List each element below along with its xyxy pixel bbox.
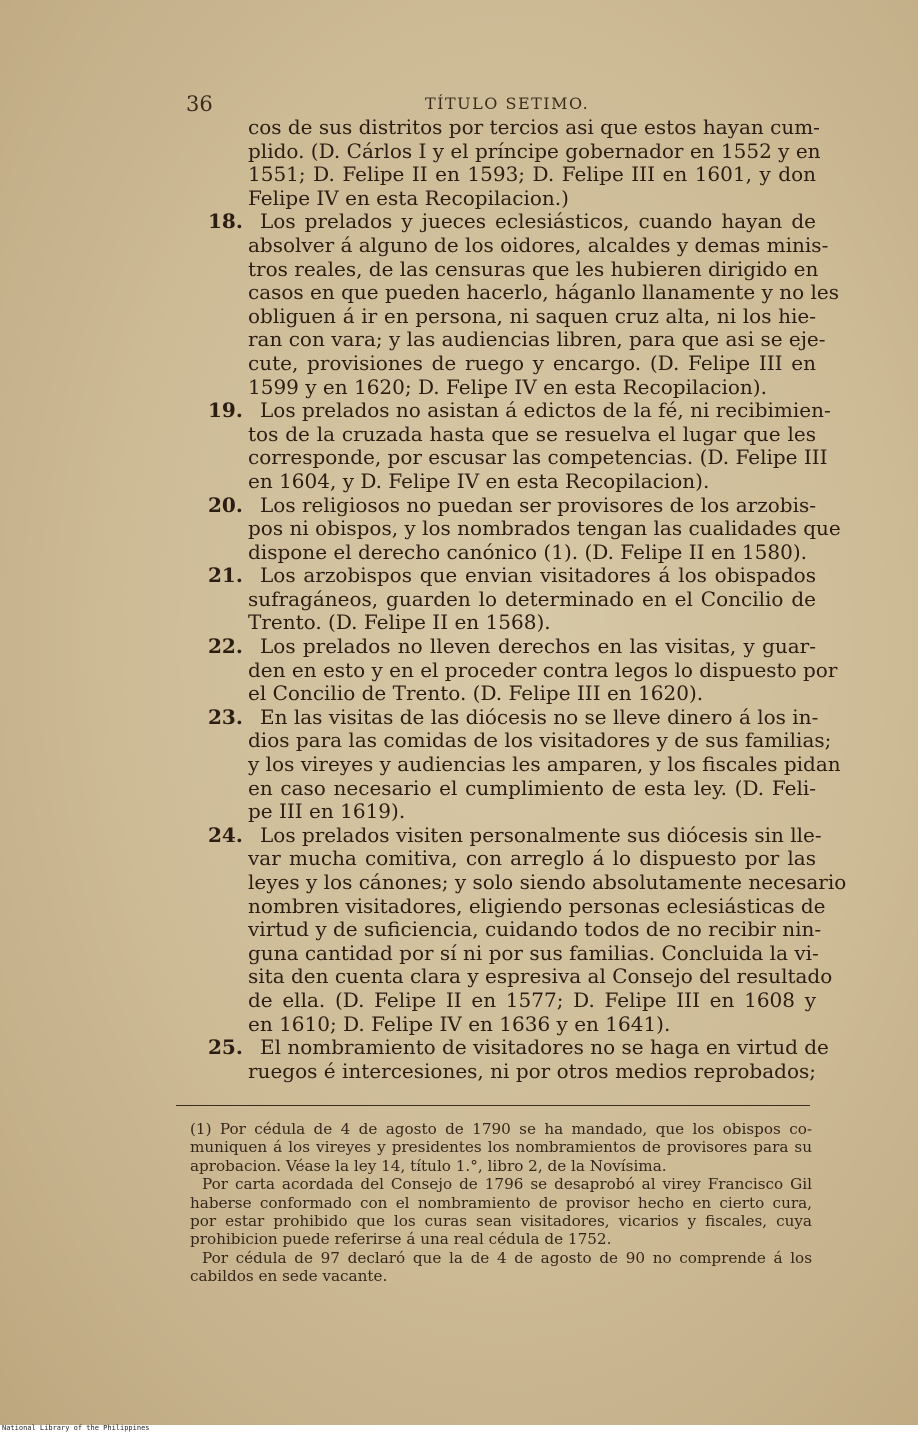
text-line xyxy=(208,327,826,352)
text-line xyxy=(208,800,816,824)
line-text: Los prelados visiten personalmente sus diócesis sin lle- xyxy=(260,822,822,847)
law-paragraph-start xyxy=(208,635,816,659)
line-text: ran con vara; y las audiencias libren, para que asi se eje- xyxy=(248,327,826,352)
line-text: sita den cuenta clara y espresiva al Consejo del resultado xyxy=(248,964,833,989)
law-paragraph-start xyxy=(208,822,822,848)
line-text: guna cantidad por sí ni por sus familias. Concluida la vi- xyxy=(248,940,819,965)
law-paragraph-start xyxy=(208,704,819,730)
law-paragraph-start xyxy=(208,1035,829,1060)
law-number: 25. xyxy=(208,1035,243,1060)
footnote-line: aprobacion. Véase la ley 14, título 1.°, libro 2, de la Novísima. xyxy=(190,1156,667,1175)
line-text: corresponde, por escusar las competencias. (D. Felipe III xyxy=(248,445,828,470)
line-text: pe III en 1619). xyxy=(248,799,406,824)
footnote-line: (1) Por cédula de 4 de agosto de 1790 se ha mandado, que los obispos co- xyxy=(190,1120,812,1138)
line-text: obliguen á ir en persona, ni saquen cruz alta, ni los hie- xyxy=(248,303,816,328)
line-text: virtud y de suficiencia, cuidando todos de no recibir nin- xyxy=(248,917,822,942)
footnote-line: haberse conformado con el nombramiento de provisor hecho en cierto cura, xyxy=(190,1193,812,1212)
text-line xyxy=(208,138,821,164)
text-line xyxy=(208,847,816,871)
text-line xyxy=(208,728,832,753)
text-line xyxy=(208,163,816,187)
line-text: var mucha comitiva, con arreglo á lo dispuesto por las xyxy=(248,846,816,871)
line-text: cos de sus distritos por tercios asi que estos hayan cum- xyxy=(248,115,820,139)
text-line xyxy=(208,541,816,565)
line-text: en caso necesario el cumplimiento de esta ley. (D. Feli- xyxy=(248,775,816,800)
law-paragraph-start xyxy=(208,398,831,423)
line-text: nombren visitadores, eligiendo personas eclesiásticas de xyxy=(248,893,826,918)
line-text: Los arzobispos que envian visitadores á los obispados xyxy=(260,563,816,588)
text-line xyxy=(208,187,816,211)
text-line xyxy=(208,305,816,329)
line-text: El nombramiento de visitadores no se haga en virtud de xyxy=(260,1035,829,1060)
line-text: sufragáneos, guarden lo determinado en el Concilio de xyxy=(248,586,816,611)
text-line xyxy=(208,445,828,470)
footnote-line: cabildos en sede vacante. xyxy=(190,1267,388,1286)
footnote-line: Por cédula de 97 declaró que la de 4 de agosto de 90 no comprende á los xyxy=(202,1248,812,1267)
text-line xyxy=(208,752,841,777)
line-text: ruegos é intercesiones, ni por otros medios reprobados; xyxy=(248,1058,816,1083)
text-line xyxy=(208,893,826,919)
text-line xyxy=(208,376,816,400)
page-header xyxy=(0,90,918,118)
law-number: 24. xyxy=(208,822,243,847)
footnote-line: prohibicion puede referirse á una real cédula de 1752. xyxy=(190,1230,612,1249)
line-text: tros reales, de las censuras que les hubieren dirigido en xyxy=(248,256,819,281)
text-line xyxy=(208,870,847,895)
line-text: 1551; D. Felipe II en 1593; D. Felipe III en 1601, y don xyxy=(248,162,816,187)
text-line xyxy=(208,777,816,801)
line-text: den en esto y en el proceder contra legos lo dispuesto por xyxy=(248,657,838,682)
line-text: tos de la cruzada hasta que se resuelva el lugar que les xyxy=(248,421,816,446)
body-text xyxy=(208,115,847,1083)
text-line xyxy=(208,423,816,447)
text-line xyxy=(208,470,816,494)
text-line xyxy=(208,964,833,989)
line-text: casos en que pueden hacerlo, háganlo llanamente y no les xyxy=(248,280,840,305)
text-line xyxy=(208,611,816,635)
law-number: 22. xyxy=(208,634,243,659)
footnote-line: por estar prohibido que los curas sean visitadores, vicarios y fiscales, cuya xyxy=(190,1211,812,1230)
line-text: Felipe IV en esta Recopilacion.) xyxy=(248,185,569,210)
line-text: absolver á alguno de los oidores, alcaldes y demas minis- xyxy=(248,232,829,257)
line-text: En las visitas de las diócesis no se lleve dinero á los in- xyxy=(260,704,819,729)
line-text: leyes y los cánones; y solo siendo absolutamente necesario xyxy=(248,870,847,894)
line-text: dios para las comidas de los visitadores y de sus familias; xyxy=(248,728,832,753)
line-text: Trento. (D. Felipe II en 1568). xyxy=(248,610,551,635)
law-number: 21. xyxy=(208,563,243,588)
law-paragraph-start xyxy=(208,494,816,518)
text-line xyxy=(208,989,816,1013)
line-text: Los prelados no asistan á edictos de la fé, ni recibimien- xyxy=(260,398,831,423)
text-line xyxy=(208,1013,816,1037)
line-text: en 1610; D. Felipe IV en 1636 y en 1641). xyxy=(248,1011,671,1036)
footnote-divider xyxy=(176,1105,810,1106)
text-line xyxy=(208,588,816,612)
law-number: 19. xyxy=(208,398,243,423)
footnote-line: Por carta acordada del Consejo de 1796 se desaprobó al virey Francisco Gil xyxy=(202,1175,812,1194)
running-title: TÍTULO SETIMO. xyxy=(425,94,590,113)
line-text: de ella. (D. Felipe II en 1577; D. Felipe III en 1608 y xyxy=(248,987,816,1012)
text-line xyxy=(208,940,819,966)
line-text: y los vireyes y audiencias les amparen, y los fiscales pidan xyxy=(248,752,841,777)
law-paragraph-start xyxy=(208,210,816,234)
line-text: Los prelados no lleven derechos en las visitas, y guar- xyxy=(260,634,816,659)
footnote-line: muniquen á los vireyes y presidentes los nombramientos de provisores para su xyxy=(190,1138,812,1157)
law-number: 18. xyxy=(208,209,243,234)
line-text: Los prelados y jueces eclesiásticos, cuando hayan de xyxy=(260,209,816,234)
text-line xyxy=(208,232,829,258)
line-text: 1599 y en 1620; D. Felipe IV en esta Recopilacion). xyxy=(248,374,767,399)
text-line xyxy=(208,657,838,683)
line-text: pos ni obispos, y los nombrados tengan las cualidades que xyxy=(248,516,841,541)
text-line xyxy=(208,115,820,140)
text-line xyxy=(208,516,841,541)
library-credit: National Library of the Philippines xyxy=(2,1424,150,1432)
text-line xyxy=(208,1060,816,1084)
law-number: 20. xyxy=(208,492,243,517)
law-paragraph-start xyxy=(208,564,816,588)
text-line xyxy=(208,682,816,706)
line-text: el Concilio de Trento. (D. Felipe III en 1620). xyxy=(248,681,704,706)
law-number: 23. xyxy=(208,704,243,729)
text-line xyxy=(208,280,840,305)
text-line xyxy=(208,352,816,376)
page-number: 36 xyxy=(186,92,213,116)
line-text: Los religiosos no puedan ser provisores de los arzobis- xyxy=(260,492,816,517)
line-text: en 1604, y D. Felipe IV en esta Recopilacion). xyxy=(248,468,710,493)
line-text: dispone el derecho canónico (1). (D. Felipe II en 1580). xyxy=(248,539,807,564)
line-text: plido. (D. Cárlos I y el príncipe gobernador en 1552 y en xyxy=(248,138,821,163)
line-text: cute, provisiones de ruego y encargo. (D. Felipe III en xyxy=(248,350,816,375)
text-line xyxy=(208,256,819,282)
text-line xyxy=(208,917,822,942)
footnotes xyxy=(190,1120,812,1286)
